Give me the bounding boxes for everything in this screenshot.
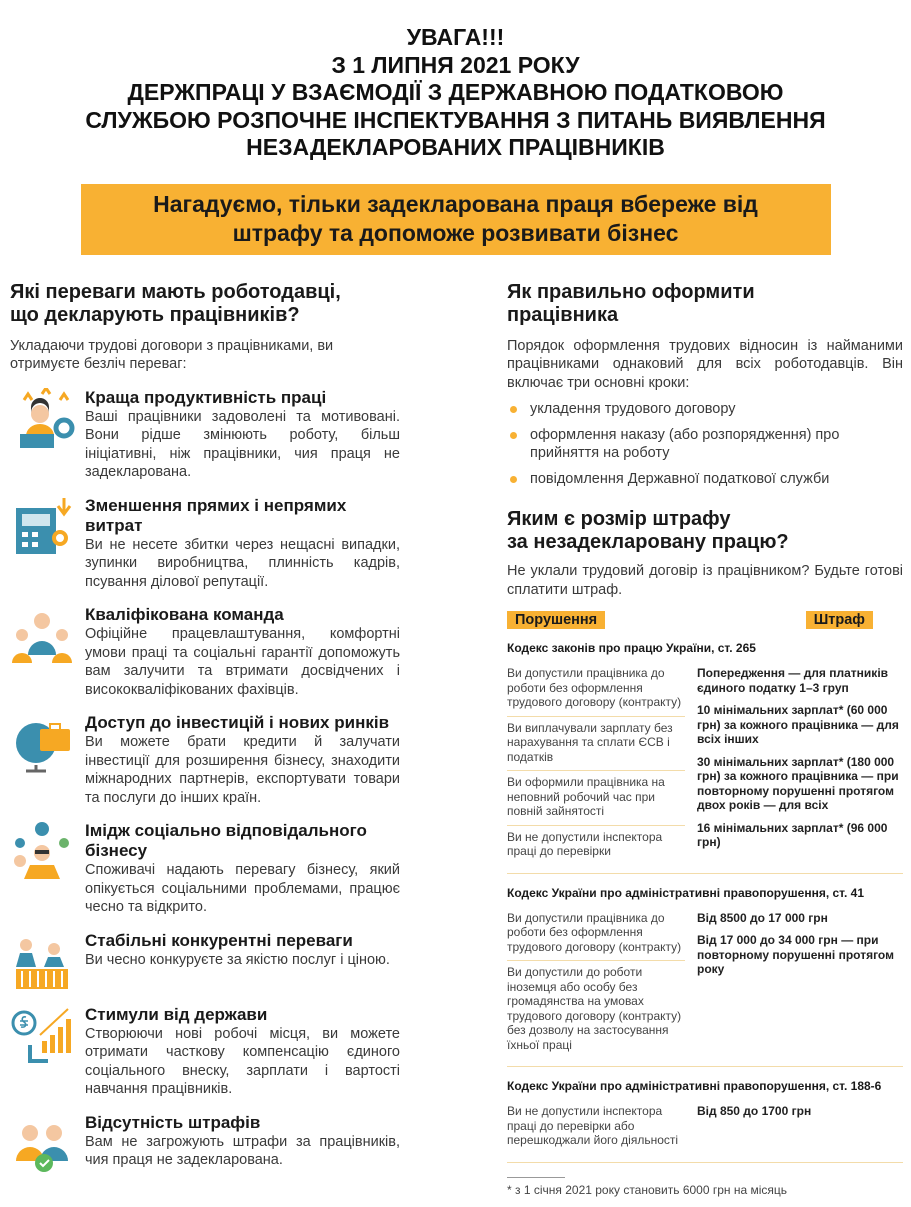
benefit-body	[85, 605, 400, 699]
registration-section	[507, 281, 903, 489]
heading-line: Як правильно оформити	[507, 281, 755, 303]
fine-cell: Від 8500 до 17 000 грн	[697, 907, 903, 930]
code-title: Кодекс України про адміністративні правопорушення, ст. 41	[507, 886, 903, 901]
violation-cell: Ви оформили працівника на неповний робочий час при повній зайнятості	[507, 770, 685, 825]
benefit-text: Ви не несете збитки через нещасні випадки, зупинки виробництва, плинність кадрів, псування ділової репутації.	[85, 536, 400, 592]
violation-cell: Ви не допустили інспектора праці до перевірки	[507, 825, 685, 865]
footnote-divider	[507, 1177, 565, 1178]
reminder-banner	[81, 184, 831, 255]
violations-column	[507, 907, 697, 1059]
benefits-heading	[10, 281, 400, 327]
benefit-item	[10, 821, 400, 917]
content-columns	[0, 255, 911, 1207]
code-rows	[507, 662, 903, 874]
violations-column	[507, 662, 697, 865]
benefit-body	[85, 496, 400, 592]
heading-line: Яким є розмір штрафу	[507, 508, 731, 530]
heading-line: працівника	[507, 304, 618, 326]
benefit-text: Створюючи нові робочі місця, ви можете отримати часткову компенсацію єдиного соціального внеску, зарплати і вартості навчання працівників.	[85, 1025, 400, 1099]
benefit-item	[10, 1005, 400, 1099]
benefit-item	[10, 496, 400, 592]
violation-cell: Ви допустили працівника до роботи без оформлення трудового договору (контракту)	[507, 662, 685, 716]
fines-column	[697, 1100, 903, 1154]
shield-people-icon	[10, 1113, 76, 1173]
benefit-title: Зменшення прямих і непрямих витрат	[85, 496, 400, 536]
banner-line: штрафу та допоможе розвивати бізнес	[91, 219, 821, 248]
code-rows	[507, 1100, 903, 1163]
code-title: Кодекс України про адміністративні правопорушення, ст. 188-6	[507, 1079, 903, 1094]
title-line: УВАГА!!!	[0, 24, 911, 52]
benefit-body	[85, 1113, 400, 1170]
code-section	[507, 641, 903, 874]
fines-column	[697, 662, 903, 865]
benefit-body	[85, 821, 400, 917]
benefit-title: Стимули від держави	[85, 1005, 400, 1025]
benefit-body	[85, 1005, 400, 1099]
fine-cell: 10 мінімальних зарплат* (60 000 грн) за кожного працівника — для всіх інших	[697, 699, 903, 751]
code-section	[507, 886, 903, 1068]
heading-line: Які переваги мають роботодавці,	[10, 281, 341, 303]
benefits-section	[10, 281, 400, 1198]
title-line: НЕЗАДЕКЛАРОВАНИХ ПРАЦІВНИКІВ	[0, 134, 911, 162]
title-line: ДЕРЖПРАЦІ У ВЗАЄМОДІЇ З ДЕРЖАВНОЮ ПОДАТКОВОЮ	[0, 79, 911, 107]
page-title	[0, 0, 911, 162]
step-item: повідомлення Державної податкової служби	[507, 470, 903, 489]
benefit-title: Стабільні конкурентні переваги	[85, 931, 400, 951]
step-item: оформлення наказу (або розпорядження) про прийняття на роботу	[507, 426, 903, 463]
benefit-item	[10, 931, 400, 991]
violation-cell: Ви допустили працівника до роботи без оформлення трудового договору (контракту)	[507, 907, 685, 961]
violation-cell: Ви не допустили інспектора праці до перевірки або перешкоджали його діяльності	[507, 1100, 685, 1154]
team-icon	[10, 605, 76, 665]
fine-cell: 16 мінімальних зарплат* (96 000 грн)	[697, 817, 903, 854]
code-rows	[507, 907, 903, 1068]
benefit-text: Ви чесно конкуруєте за якістю послуг і ціною.	[85, 951, 400, 970]
benefit-body	[85, 713, 400, 807]
fines-intro: Не уклали трудовий договір із працівником? Будьте готові сплатити штраф.	[507, 562, 903, 599]
podium-icon	[10, 931, 76, 991]
benefit-title: Краща продуктивність праці	[85, 388, 400, 408]
fines-heading	[507, 508, 903, 554]
heading-line: що декларують працівників?	[10, 304, 300, 326]
productivity-icon	[10, 388, 76, 448]
fine-cell: Від 17 000 до 34 000 грн — при повторному порушенні протягом року	[697, 929, 903, 981]
benefits-intro: Укладаючи трудові договори з працівниками, ви отримуєте безліч переваг:	[10, 337, 400, 374]
violation-column-header: Порушення	[507, 611, 605, 629]
benefit-title: Кваліфікована команда	[85, 605, 400, 625]
steps-list	[507, 400, 903, 488]
fine-cell: Попередження — для платників єдиного податку 1–3 груп	[697, 662, 903, 699]
benefit-title: Доступ до інвестицій і нових ринків	[85, 713, 400, 733]
step-item: укладення трудового договору	[507, 400, 903, 419]
benefit-body	[85, 388, 400, 482]
registration-intro: Порядок оформлення трудових відносин із найманими працівниками однаковий для всіх роботодавців. Він включає три основні кроки:	[507, 337, 903, 393]
violations-column	[507, 1100, 697, 1154]
footnote: * з 1 січня 2021 року становить 6000 грн на місяць	[507, 1183, 903, 1198]
fines-column	[697, 907, 903, 1059]
violation-cell: Ви допустили до роботи іноземця або особу без громадянства на умовах трудового договору (контракту) без дозволу на застосування їхньої праці	[507, 960, 685, 1058]
globe-briefcase-icon	[10, 713, 76, 773]
fine-cell: Від 850 до 1700 грн	[697, 1100, 903, 1123]
code-title: Кодекс законів про працю України, ст. 265	[507, 641, 903, 656]
heading-line: за незадекларовану працю?	[507, 531, 789, 553]
benefit-text: Ви можете брати кредити й залучати інвестиції для розширення бізнесу, знаходити міжнародних партнерів, експортувати товари та послуги до інших країн.	[85, 733, 400, 807]
benefit-text: Вам не загрожують штрафи за працівників, чия праця не задекларована.	[85, 1133, 400, 1170]
benefits-list	[10, 388, 400, 1173]
title-line: СЛУЖБОЮ РОЗПОЧНЕ ІНСПЕКТУВАННЯ З ПИТАНЬ ВИЯВЛЕННЯ	[0, 107, 911, 135]
fine-column-header: Штраф	[806, 611, 873, 629]
fines-table	[507, 641, 903, 1163]
benefit-body	[85, 931, 400, 970]
calculator-icon	[10, 496, 76, 556]
benefit-item	[10, 605, 400, 699]
growth-icon	[10, 1005, 76, 1065]
violation-cell: Ви виплачували зарплату без нарахування та сплати ЄСВ і податків	[507, 716, 685, 771]
benefit-title: Відсутність штрафів	[85, 1113, 400, 1133]
title-line: З 1 ЛИПНЯ 2021 РОКУ	[0, 52, 911, 80]
fine-cell: 30 мінімальних зарплат* (180 000 грн) за кожного працівника — при повторному порушенні протягом двох років — для всіх	[697, 751, 903, 817]
benefit-item	[10, 713, 400, 807]
fines-section	[507, 508, 903, 1197]
benefit-title: Імідж соціально відповідального бізнесу	[85, 821, 400, 861]
code-section	[507, 1079, 903, 1163]
benefit-text: Офіційне працевлаштування, комфортні умови праці та соціальні гарантії допоможуть вам залучити та втримати досвідчених і висококваліфікованих фахівців.	[85, 625, 400, 699]
right-column	[507, 281, 903, 1198]
registration-heading	[507, 281, 903, 327]
social-icon	[10, 821, 76, 881]
benefit-text: Ваші працівники задоволені та мотивовані. Вони рідше змінюють роботу, більш ініціативні, ніж працівники, чия праця не задекларована.	[85, 408, 400, 482]
fines-table-header	[507, 611, 903, 629]
benefit-item	[10, 1113, 400, 1173]
benefit-item	[10, 388, 400, 482]
benefit-text: Споживачі надають перевагу бізнесу, який опікується соціальними проблемами, працює чесно та відкрито.	[85, 861, 400, 917]
banner-line: Нагадуємо, тільки задекларована праця вбереже від	[91, 190, 821, 219]
